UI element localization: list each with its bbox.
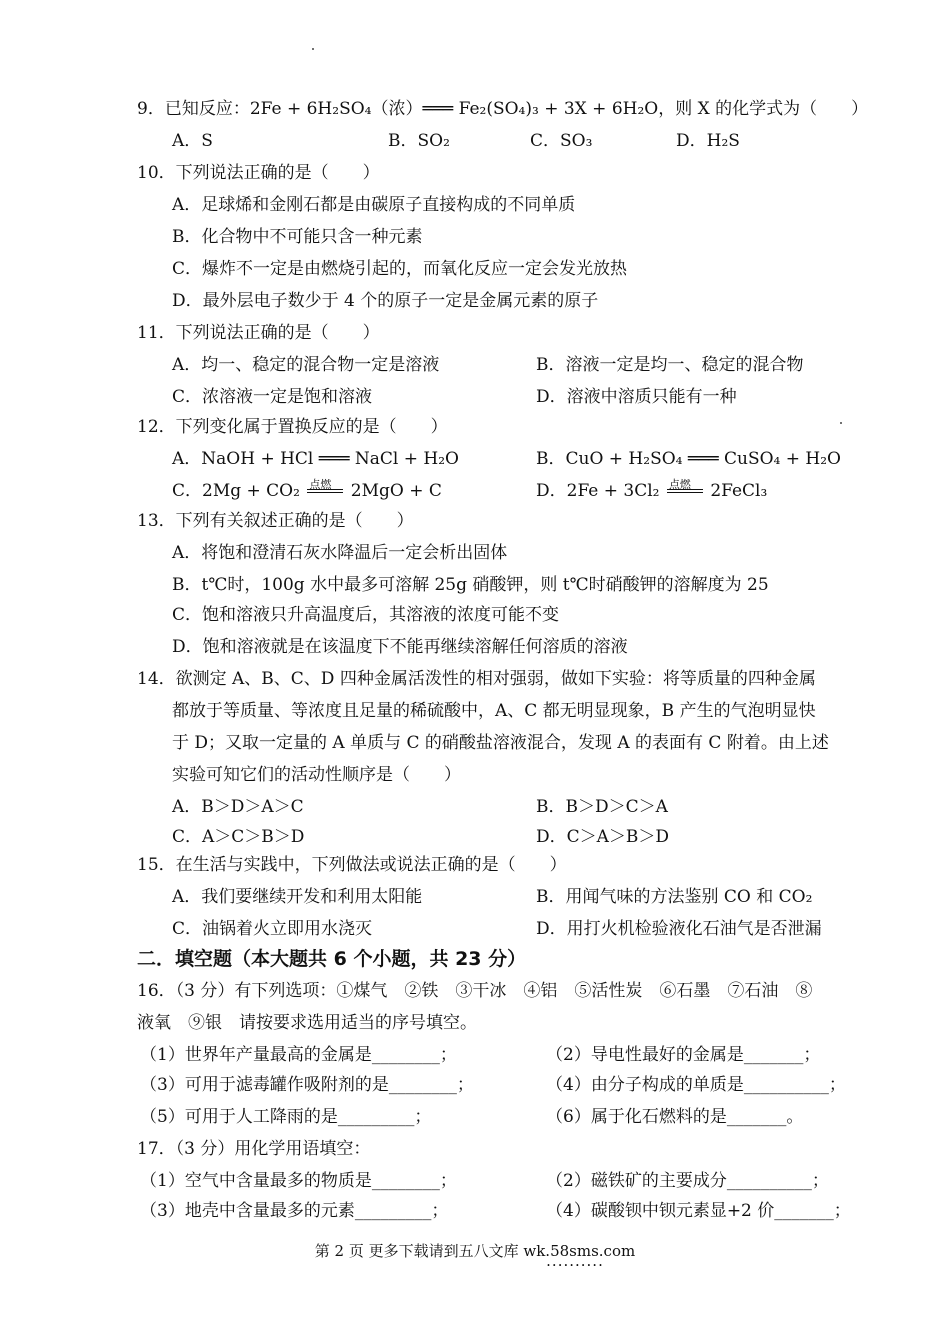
q16-part-5: （5）可用于人工降雨的是_________； [140,1107,432,1127]
q11-option-b: B．溶液一定是均一、稳定的混合物 [536,355,804,375]
q12-d-arrow [665,480,705,502]
q12-d-condition: 点燃 [668,478,691,491]
section-2-title: 二．填空题（本大题共 6 个小题，共 23 分） [137,948,527,970]
q15-option-a: A．我们要继续开发和利用太阳能 [172,887,423,907]
q9-option-a: A．S [172,131,213,151]
q15-option-d: D．用打火机检验液化石油气是否泄漏 [536,919,822,939]
footer-text: 第 2 页 更多下载请到五八文库 wk.58sms.com [314,1242,636,1260]
q11-option-c: C．浓溶液一定是饱和溶液 [172,387,373,407]
q13-option-d: D．饱和溶液就是在该温度下不能再继续溶解任何溶质的溶液 [172,637,628,657]
scan-speck [840,422,842,424]
q13-option-a: A．将饱和澄清石灰水降温后一定会析出固体 [172,543,508,563]
q14-option-a: A．B＞D＞A＞C [172,797,304,817]
q17-part-4: （4）碳酸钡中钡元素显+2 价_______； [546,1201,851,1221]
q16-part-3: （3）可用于滤毒罐作吸附剂的是________； [140,1075,474,1095]
q12-c-condition: 点燃 [309,478,332,491]
q9-option-b: B．SO₂ [388,131,450,151]
q13-stem: 13．下列有关叙述正确的是（ ） [137,511,414,531]
q16-part-2: （2）导电性最好的金属是_______； [546,1045,821,1065]
q12-option-c [172,480,442,502]
q13-option-c: C．饱和溶液只升高温度后，其溶液的浓度可能不变 [172,605,560,625]
q14-option-c: C．A＞C＞B＞D [172,827,305,847]
q12-c-reactants: C．2Mg + CO₂ [172,481,300,501]
q17-stem: 17．（3 分）用化学用语填空： [137,1139,371,1159]
q10-option-b: B．化合物中不可能只含一种元素 [172,227,423,247]
q14-stem-line-3: 于 D；又取一定量的 A 单质与 C 的硝酸盐溶液混合，发现 A 的表面有 C 附着。由上述 [172,733,829,753]
q15-option-b: B．用闻气味的方法鉴别 CO 和 CO₂ [536,887,813,907]
q12-option-d [536,480,767,502]
q17-part-2: （2）磁铁矿的主要成分__________； [546,1171,829,1191]
scan-speck [312,48,314,50]
q9-stem: 9．已知反应：2Fe + 6H₂SO₄（浓）═══ Fe₂(SO₄)₃ + 3X + 6H₂O，则 X 的化学式为（ ） [137,99,869,119]
q14-option-d: D．C＞A＞B＞D [536,827,670,847]
q12-d-equals-bar [667,489,703,493]
q17-part-3: （3）地壳中含量最多的元素_________； [140,1201,449,1221]
q9-option-c: C．SO₃ [530,131,593,151]
q11-option-d: D．溶液中溶质只能有一种 [536,387,737,407]
q11-option-a: A．均一、稳定的混合物一定是溶液 [172,355,440,375]
q10-option-d: D．最外层电子数少于 4 个的原子一定是金属元素的原子 [172,291,599,311]
q14-option-b: B．B＞D＞C＞A [536,797,668,817]
page-footer [0,1240,950,1274]
q16-part-6: （6）属于化石燃料的是_______。 [546,1107,804,1127]
q10-stem: 10．下列说法正确的是（ ） [137,163,380,183]
q12-c-products: 2MgO + C [350,481,442,501]
q12-option-a: A．NaOH + HCl ═══ NaCl + H₂O [172,449,459,469]
q14-stem-line-2: 都放于等质量、等浓度且足量的稀硫酸中，A、C 都无明显现象，B 产生的气泡明显快 [172,701,816,721]
q16-stem-line-1: 16．（3 分）有下列选项：①煤气 ②铁 ③干冰 ④铝 ⑤活性炭 ⑥石墨 ⑦石油 ⑧ [137,981,813,1001]
q16-part-4: （4）由分子构成的单质是__________； [546,1075,846,1095]
q9-option-d: D．H₂S [676,131,740,151]
footer-dots: ·········· [546,1256,604,1274]
q10-option-c: C．爆炸不一定是由燃烧引起的，而氧化反应一定会发光放热 [172,259,628,279]
q12-option-b: B．CuO + H₂SO₄ ═══ CuSO₄ + H₂O [536,449,841,469]
q12-d-reactants: D．2Fe + 3Cl₂ [536,481,660,501]
q16-stem-line-2: 液氧 ⑨银 请按要求选用适当的序号填空。 [137,1013,477,1033]
q17-part-1: （1）空气中含量最多的物质是________； [140,1171,457,1191]
q10-option-a: A．足球烯和金刚石都是由碳原子直接构成的不同单质 [172,195,576,215]
q11-stem: 11．下列说法正确的是（ ） [137,323,380,343]
q12-c-arrow [305,480,345,502]
q13-option-b: B．t℃时，100g 水中最多可溶解 25g 硝酸钾，则 t℃时硝酸钾的溶解度为 25 [172,575,769,595]
q12-d-products: 2FeCl₃ [710,481,768,501]
q12-stem: 12．下列变化属于置换反应的是（ ） [137,417,448,437]
q14-stem-line-1: 14．欲测定 A、B、C、D 四种金属活泼性的相对强弱，做如下实验：将等质量的四种金属 [137,669,816,689]
q16-part-1: （1）世界年产量最高的金属是________； [140,1045,457,1065]
q12-c-equals-bar [307,489,343,493]
q15-option-c: C．油锅着火立即用水浇灭 [172,919,373,939]
q14-stem-line-4: 实验可知它们的活动性顺序是（ ） [172,765,461,785]
q15-stem: 15．在生活与实践中，下列做法或说法正确的是（ ） [137,855,567,875]
